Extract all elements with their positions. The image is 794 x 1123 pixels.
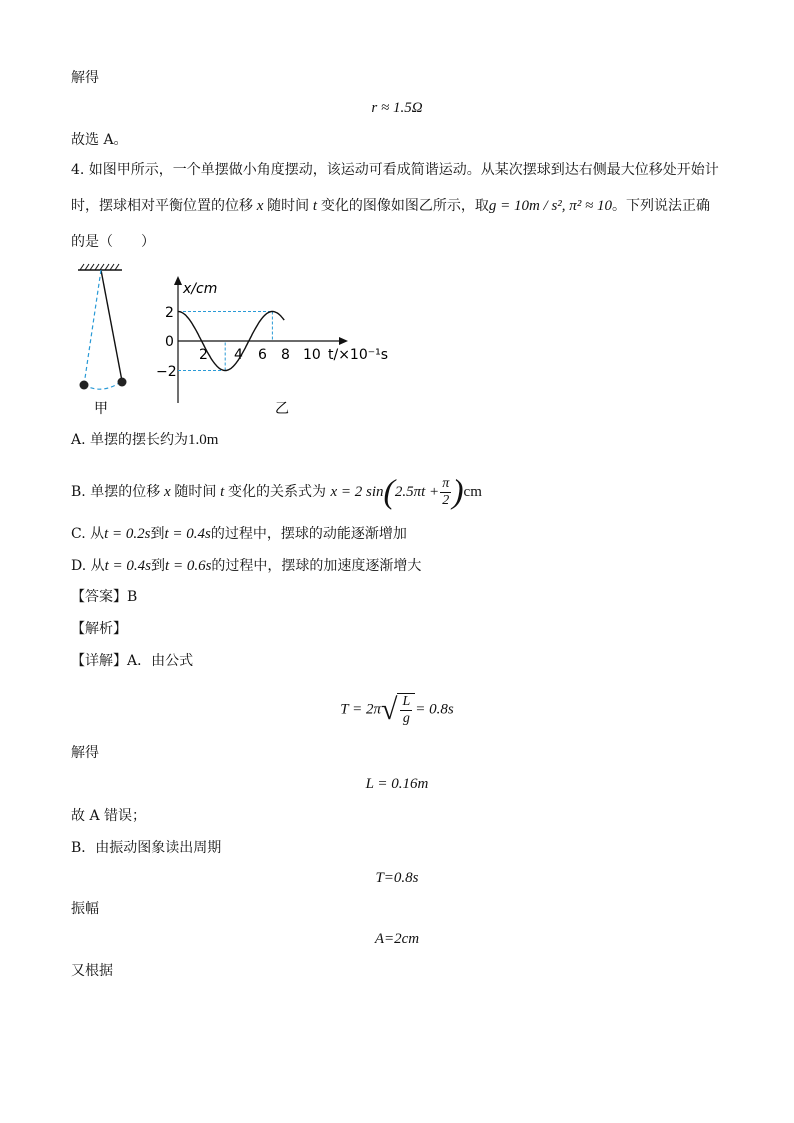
equation-period: T = 2π √ $\frac{L}{g}$ = 0.8s bbox=[340, 693, 454, 726]
answer-line: 【答案】B bbox=[71, 589, 138, 605]
a-wrong-line: 故 A 错误； bbox=[71, 808, 147, 824]
equation-length: L = 0.16m bbox=[365, 776, 429, 792]
b-read-line: B．由振动图象读出周期 bbox=[71, 840, 222, 856]
question-figure bbox=[70, 263, 400, 418]
x-tick-10: 10 bbox=[303, 347, 321, 363]
displacement-graph bbox=[156, 276, 388, 417]
x-tick-8: 8 bbox=[281, 347, 290, 363]
label-jia: 甲 bbox=[94, 401, 108, 417]
pendulum-arc bbox=[84, 381, 122, 389]
bob-right bbox=[118, 378, 127, 387]
y-tick-2: 2 bbox=[165, 305, 174, 321]
analysis-label: 【解析】 bbox=[71, 621, 127, 637]
option-b: B. 单摆的位移 x 随时间 t 变化的关系式为 x = 2 sin(2.5πt + $\frac{\pi}{2}$ )cm bbox=[71, 473, 482, 511]
option-b-formula: x = 2 sin(2.5πt + $\frac{\pi}{2}$ ) bbox=[330, 473, 464, 511]
x-axis-label: t/×10⁻¹s bbox=[328, 347, 389, 363]
detail-line: 【详解】A．由公式 bbox=[71, 653, 194, 669]
solve-label-1: 解得 bbox=[71, 70, 99, 86]
pendulum-string-left bbox=[84, 270, 101, 385]
equation-period-2: T=0.8s bbox=[375, 870, 419, 886]
equation-amplitude: A=2cm bbox=[374, 931, 420, 947]
y-axis-label: x/cm bbox=[183, 281, 218, 297]
x-tick-2: 2 bbox=[199, 347, 208, 363]
pendulum-diagram bbox=[78, 264, 127, 417]
option-d: D. 从t = 0.4s到t = 0.6s的过程中，摆球的加速度逐渐增大 bbox=[71, 558, 422, 574]
label-yi: 乙 bbox=[275, 401, 289, 417]
option-c: C. 从t = 0.2s到t = 0.4s的过程中，摆球的动能逐渐增加 bbox=[71, 526, 407, 542]
pendulum-string-right bbox=[101, 270, 122, 381]
solve-label-2: 解得 bbox=[71, 745, 99, 761]
q4-line-3: 的是（ ） bbox=[71, 234, 155, 250]
equation-r: r ≈ 1.5Ω bbox=[371, 100, 423, 116]
q4-line-2: 时，摆球相对平衡位置的位移 x 随时间 t 变化的图像如图乙所示，取g = 10m / s², π² ≈ 10。下列说法正确 bbox=[71, 198, 711, 214]
x-tick-4: 4 bbox=[234, 347, 243, 363]
q4-line-1: 4. 如图甲所示，一个单摆做小角度摆动，该运动可看成简谐运动。从某次摆球到达右侧最大位移处开始计 bbox=[71, 162, 719, 178]
choose-a-line: 故选 A。 bbox=[71, 132, 128, 148]
amplitude-label: 振幅 bbox=[71, 901, 99, 917]
option-a: A. 单摆的摆长约为1.0m bbox=[71, 432, 219, 448]
x-tick-6: 6 bbox=[258, 347, 267, 363]
q4-given-formula: g = 10m / s², π² ≈ 10 bbox=[488, 198, 613, 214]
again-line: 又根据 bbox=[71, 963, 113, 979]
y-tick-neg2: −2 bbox=[156, 364, 177, 380]
bob-left bbox=[80, 381, 89, 390]
y-tick-0: 0 bbox=[165, 334, 174, 350]
